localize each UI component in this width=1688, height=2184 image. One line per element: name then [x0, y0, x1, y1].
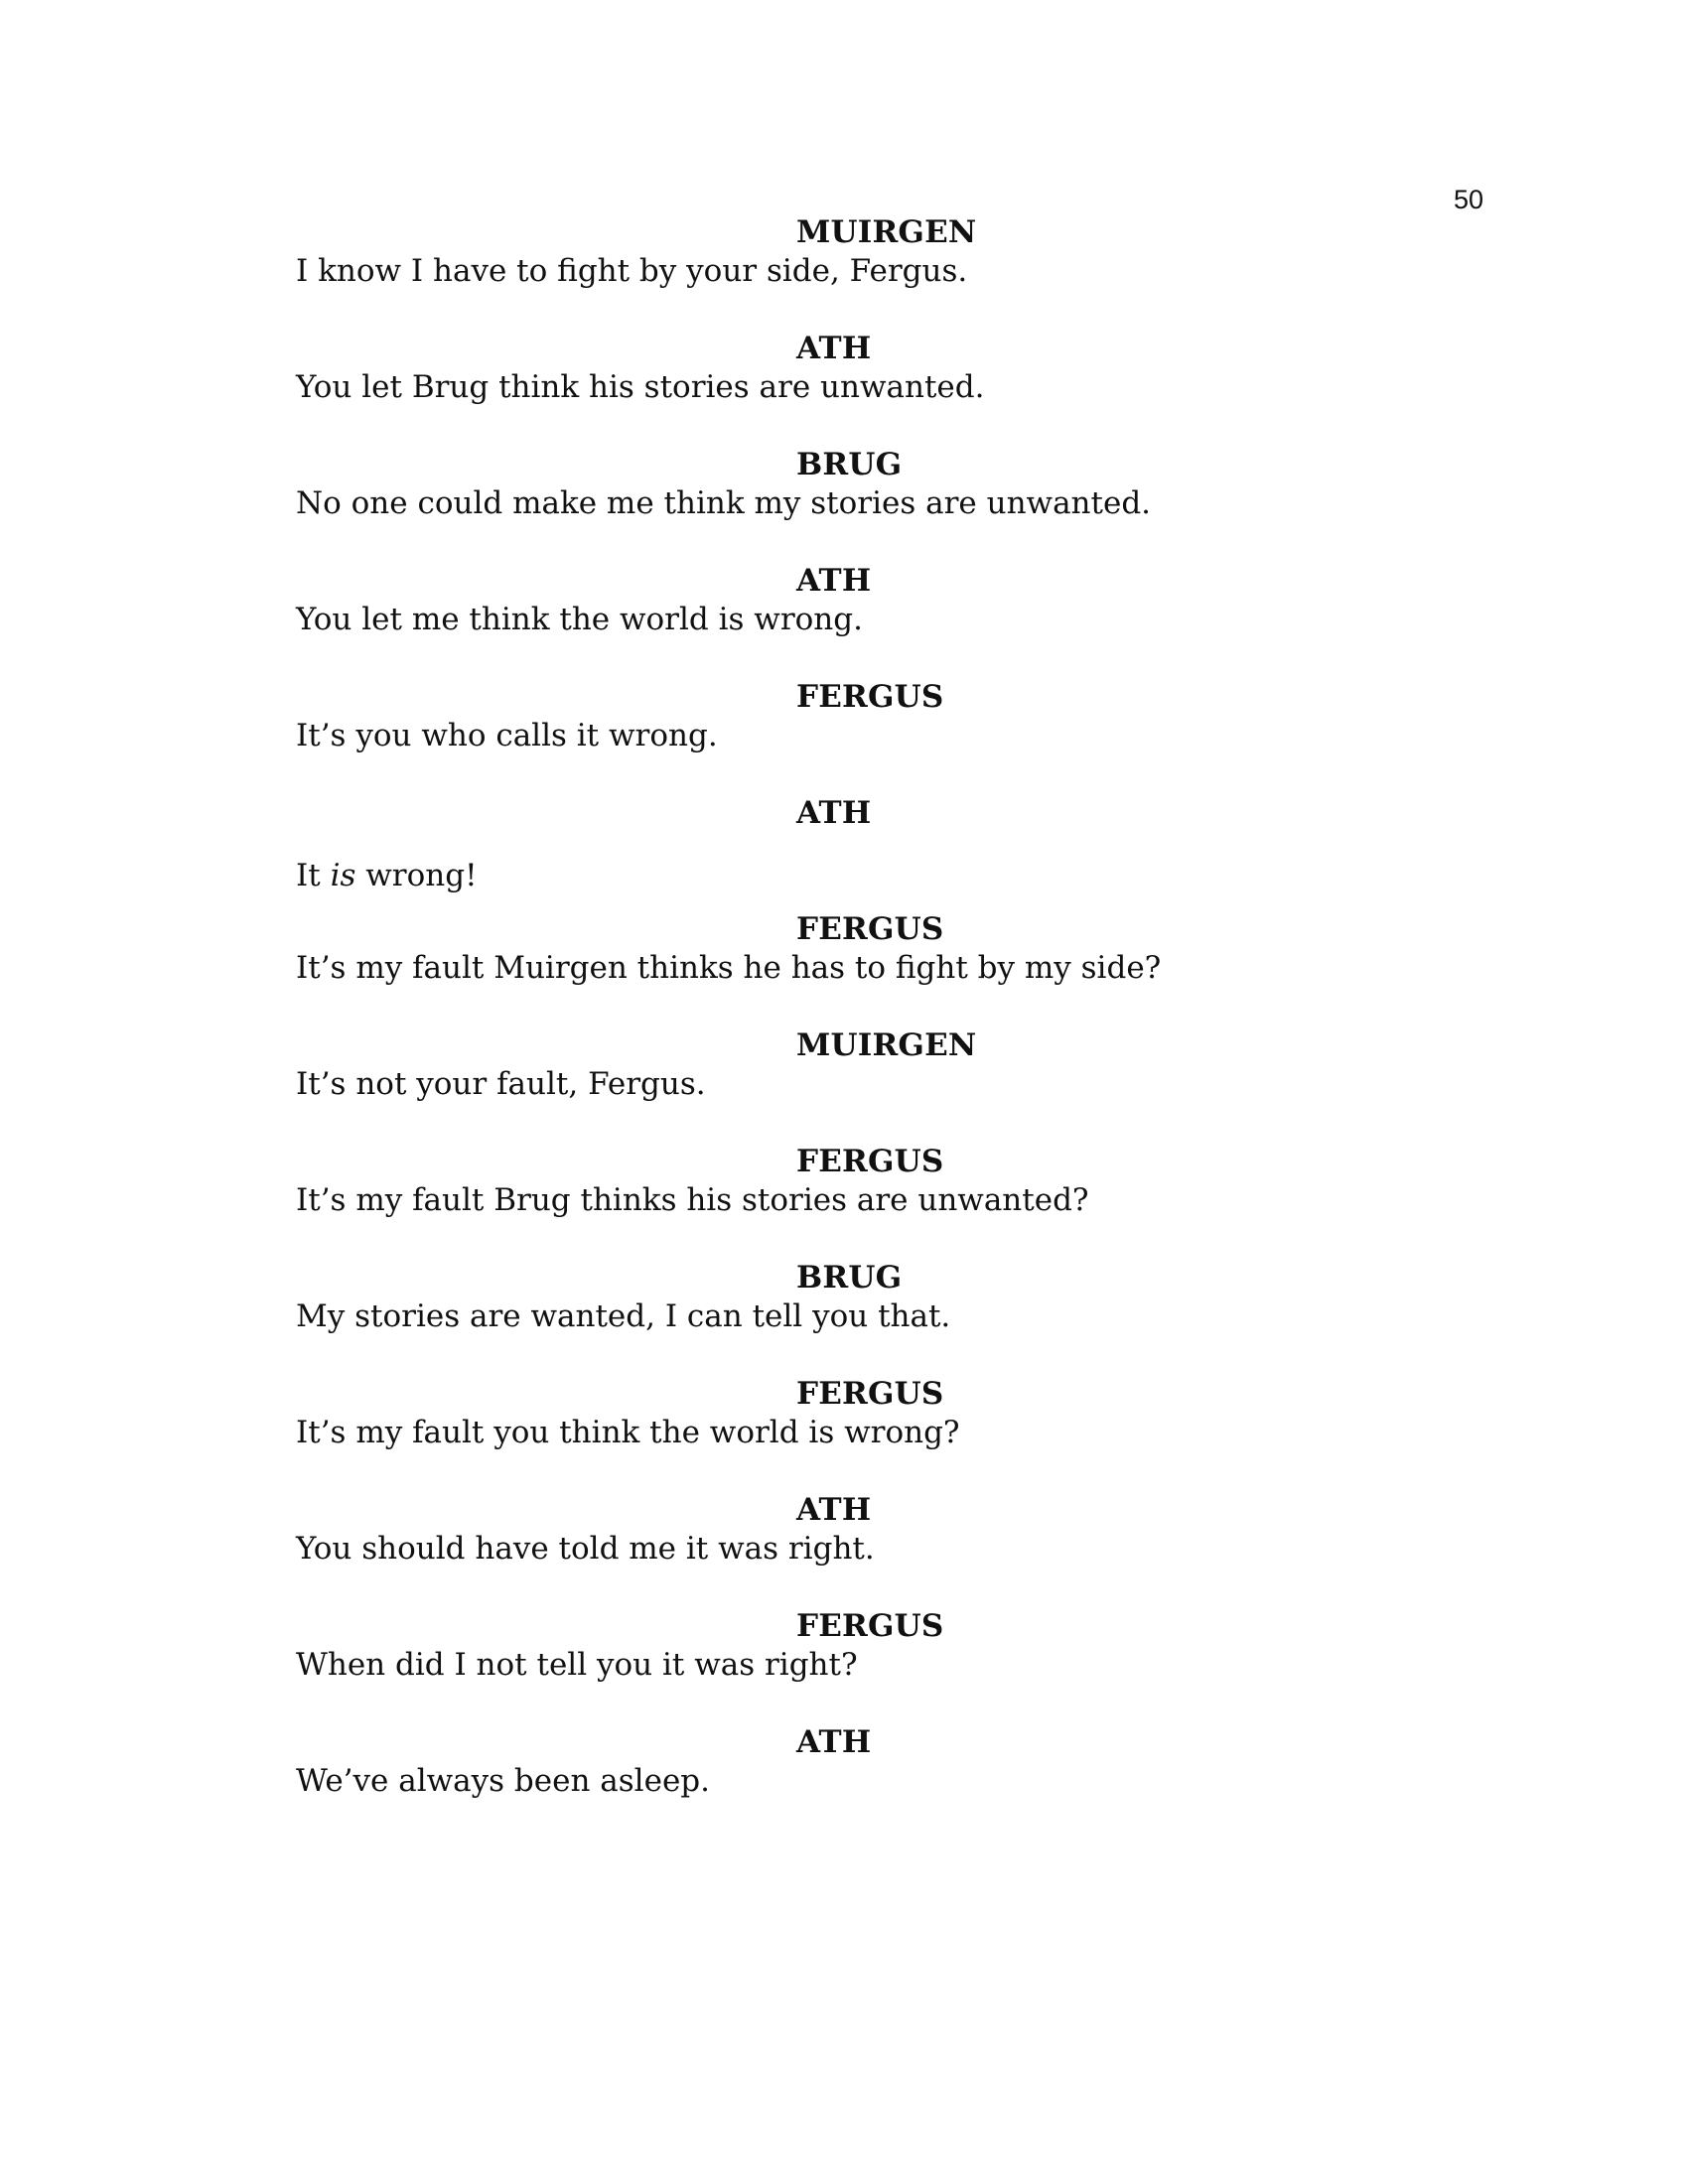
speaker-name: BRUG [796, 447, 903, 482]
speaker-name: ATH [796, 331, 872, 366]
speaker-name: FERGUS [796, 1144, 944, 1179]
dialogue-line: I know I have to fight by your side, Fergus. [296, 253, 968, 289]
dialogue-line: You let Brug think his stories are unwanted. [296, 369, 985, 405]
dialogue-line: It’s my fault Brug thinks his stories are unwanted? [296, 1182, 1089, 1218]
dialogue-line: It’s my fault Muirgen thinks he has to fight by my side? [296, 950, 1162, 986]
dialogue-line: You should have told me it was right. [296, 1531, 875, 1567]
speaker-name: ATH [796, 563, 872, 599]
dialogue-line: No one could make me think my stories are unwanted. [296, 485, 1152, 521]
dialogue-exchange [296, 1142, 1448, 1258]
page-number: 50 [1453, 185, 1483, 214]
dialogue-line: You let me think the world is wrong. [296, 602, 863, 637]
dialogue-line: We’ve always been asleep. [296, 1763, 710, 1799]
speaker-name: BRUG [796, 1260, 903, 1296]
dialogue-exchange [296, 212, 1448, 329]
dialogue-line: When did I not tell you it was right? [296, 1647, 858, 1683]
dialogue-exchange [296, 677, 1448, 793]
speaker-name: ATH [796, 1724, 872, 1760]
dialogue-exchange [296, 445, 1448, 561]
dialogue-exchange [296, 1025, 1448, 1142]
dialogue-exchange [296, 1606, 1448, 1722]
dialogue-exchange [296, 1490, 1448, 1606]
dialogue-line-start: It [296, 858, 331, 893]
dialogue-exchange [296, 329, 1448, 445]
dialogue-line: My stories are wanted, I can tell you that. [296, 1298, 951, 1334]
dialogue-line-end: wrong! [355, 858, 478, 893]
dialogue-exchange [296, 1374, 1448, 1490]
script-body [296, 212, 1448, 1839]
dialogue-line [296, 857, 1448, 894]
dialogue-line: It’s my fault you think the world is wrong? [296, 1415, 960, 1450]
speaker-name: FERGUS [796, 1376, 944, 1412]
dialogue-exchange [296, 1258, 1448, 1374]
dialogue-line-emphasis: is [330, 858, 356, 893]
speaker-name: FERGUS [796, 679, 944, 715]
speaker-name: FERGUS [796, 911, 944, 947]
dialogue-exchange [296, 1722, 1448, 1839]
speaker-name: FERGUS [796, 1608, 944, 1644]
speaker-name: MUIRGEN [796, 214, 977, 250]
speaker-name: MUIRGEN [796, 1027, 977, 1063]
dialogue-line: It’s you who calls it wrong. [296, 718, 718, 753]
speaker-name: ATH [796, 795, 872, 831]
dialogue-exchange [296, 793, 1448, 909]
dialogue-line: It’s not your fault, Fergus. [296, 1066, 706, 1102]
dialogue-exchange [296, 561, 1448, 677]
dialogue-exchange [296, 909, 1448, 1025]
speaker-name: ATH [796, 1492, 872, 1528]
